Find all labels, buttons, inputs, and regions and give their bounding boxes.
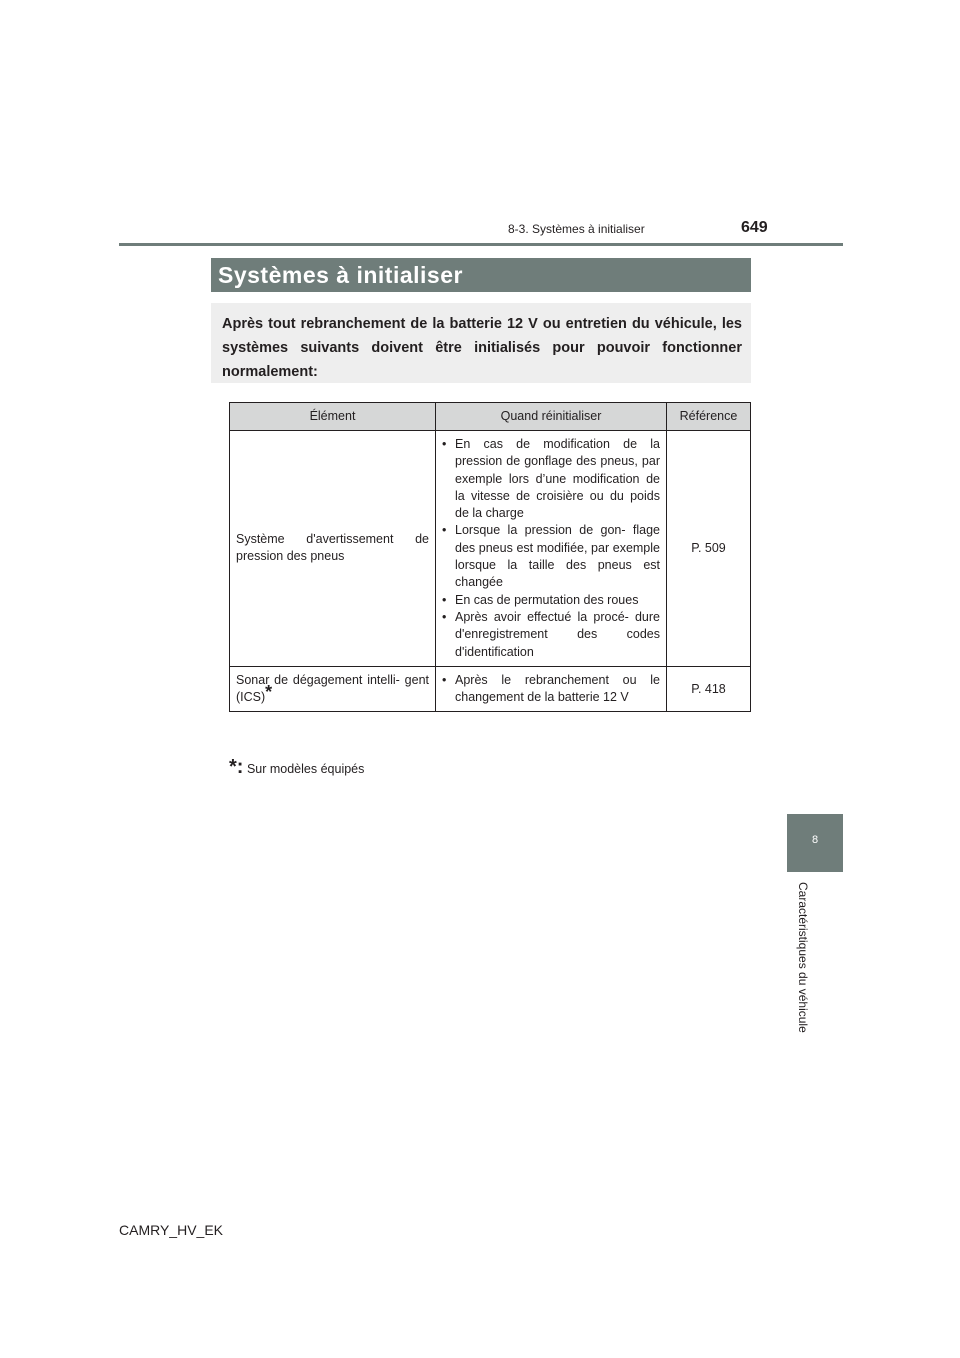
element-name: Sonar de dégagement intelli- gent (ICS): [236, 672, 429, 705]
list-item: • En cas de modification de la pression de gonflage des pneus, par exemple lors d’une modification de la vitesse de croisière ou du poids de la charge: [442, 436, 660, 522]
column-header-element: Élément: [230, 403, 436, 431]
chapter-label: Caractéristiques du véhicule: [796, 882, 810, 1033]
list-item: • Après avoir effectué la procé- dure d'enregistrement des codes d'identification: [442, 609, 660, 661]
table-row: [230, 666, 751, 712]
reference-text: P. 509: [691, 540, 726, 555]
element-name: Système d'avertissement de pression des pneus: [236, 532, 429, 564]
chapter-tab: [787, 814, 843, 872]
reference-cell: [667, 666, 751, 712]
list-item: • Après le rebranchement ou le changement de la batterie 12 V: [442, 672, 660, 707]
reference-cell: [667, 431, 751, 667]
when-cell: [436, 431, 667, 667]
header-divider: [119, 243, 843, 246]
footer-code: CAMRY_HV_EK: [119, 1222, 224, 1238]
footnote-mark: *:: [229, 756, 244, 778]
when-list: [442, 672, 660, 707]
intro-box: [211, 303, 751, 383]
chapter-number: 8: [811, 834, 819, 846]
table-row: [230, 431, 751, 667]
list-item: • Lorsque la pression de gon- flage des pneus est modifiée, par exemple lorsque la taille des pneus est changée: [442, 522, 660, 591]
intro-text: Après tout rebranchement de la batterie 12 V ou entretien du véhicule, les systèmes suivants doivent être initialisés pour pouvoir fonctionner normalement:: [222, 316, 742, 380]
column-header-reference: Référence: [667, 403, 751, 431]
element-cell: [230, 431, 436, 667]
section-title: Systèmes à initialiser: [211, 258, 751, 292]
reference-text: P. 418: [691, 681, 726, 696]
when-list: [442, 436, 660, 661]
list-item: • En cas de permutation des roues: [442, 592, 660, 609]
footnote: [229, 756, 364, 779]
initialization-table: [229, 402, 751, 712]
table-header-row: [230, 403, 751, 431]
element-cell: [230, 666, 436, 712]
when-cell: [436, 666, 667, 712]
page-number: 649: [741, 219, 768, 236]
footnote-text: Sur modèles équipés: [246, 762, 365, 776]
header-section-title: 8-3. Systèmes à initialiser: [508, 222, 645, 236]
footnote-marker: *: [265, 682, 273, 703]
column-header-when: Quand réinitialiser: [436, 403, 667, 431]
